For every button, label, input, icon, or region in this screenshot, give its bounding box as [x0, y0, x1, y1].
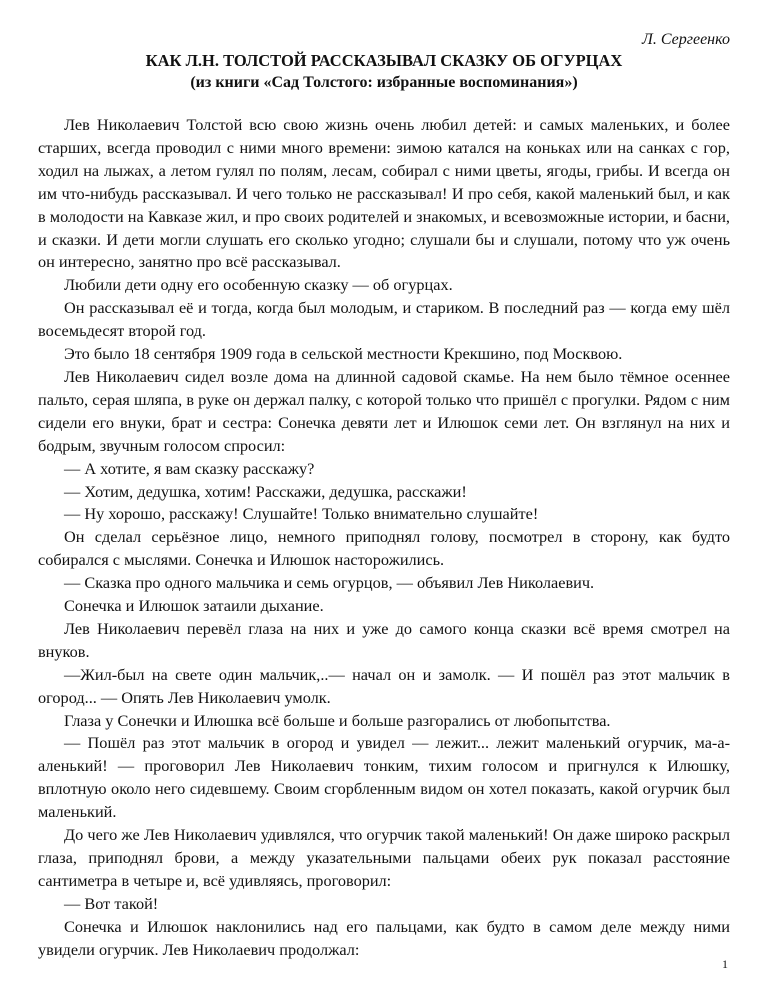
paragraph: — Ну хорошо, расскажу! Слушайте! Только внимательно слушайте!	[64, 504, 539, 524]
document-title: КАК Л.Н. ТОЛСТОЙ РАССКАЗЫВАЛ СКАЗКУ ОБ ОГУРЦАХ	[145, 51, 623, 70]
paragraph: —Жил-был на свете один мальчик,..— начал он и замолк. — И пошёл раз этот мальчик в огород... — Опять Лев Николаевич умолк.	[38, 664, 730, 707]
paragraph: — Пошёл раз этот мальчик в огород и увидел — лежит... лежит маленький огурчик, ма-а-аленький! — проговорил Лев Николаевич тонким, тихим голосом и пригнулся к Илюшку, вплотную около него сидевшему. Своим сгорбленным видом он хотел показать, какой огурчик был маленький.	[38, 733, 730, 822]
paragraph: Сонечка и Илюшок наклонились над его пальцами, как будто в самом деле между ними увидели огурчик. Лев Николаевич продолжал:	[38, 916, 730, 959]
paragraph: — Вот такой!	[64, 893, 159, 913]
paragraph: — А хотите, я вам сказку расскажу?	[64, 458, 315, 478]
paragraph: Он сделал серьёзное лицо, немного приподнял голову, посмотрел в сторону, как будто собирался с мыслями. Сонечка и Илюшок насторожились.	[38, 527, 730, 570]
paragraph: Лев Николаевич перевёл глаза на них и уже до самого конца сказки всё время смотрел на внуков.	[38, 618, 730, 661]
paragraph: — Сказка про одного мальчика и семь огурцов, — объявил Лев Николаевич.	[64, 573, 595, 593]
paragraph: — Хотим, дедушка, хотим! Расскажи, дедушка, расскажи!	[64, 481, 467, 501]
paragraph: Он рассказывал её и тогда, когда был молодым, и стариком. В последний раз — когда ему шёл восемьдесят второй год.	[38, 298, 730, 341]
author-name: Л. Сергеенко	[642, 31, 730, 48]
paragraph: Это было 18 сентября 1909 года в сельской местности Крекшино, под Москвою.	[64, 344, 623, 364]
paragraph: Лев Николаевич сидел возле дома на длинной садовой скамье. На нем было тёмное осеннее пальто, серая шляпа, в руке он держал палку, с которой только что пришёл с прогулки. Рядом с ним сидели его внуки, брат и сестра: Сонечка девяти лет и Илюшок семи лет. Он взглянул на них и бодрым, звучным голосом спросил:	[38, 366, 730, 455]
paragraph: Лев Николаевич Толстой всю свою жизнь очень любил детей: и самых маленьких, и более старших, всегда проводил с ними много времени: зимою катался на коньках или на санках с гор, ходил на лыжах, а летом гулял по полям, лесам, собирал с ними цветы, ягоды, грибы. И всегда он им что-нибудь рассказывал. И чего только не рассказывал! И про себя, какой маленький был, и как в молодости на Кавказе жил, и про своих родителей и знакомых, и всевозможные истории, и басни, и сказки. И дети могли слушать его сколько угодно; слушали бы и слушали, потому что уж очень он интересно, занятно про всё рассказывал.	[38, 115, 730, 272]
paragraph: Любили дети одну его особенную сказку — об огурцах.	[64, 275, 453, 295]
document-body	[38, 114, 730, 962]
paragraph: Глаза у Сонечки и Илюшка всё больше и больше разгорались от любопытства.	[64, 710, 611, 730]
paragraph: До чего же Лев Николаевич удивлялся, что огурчик такой маленький! Он даже широко раскрыл глаза, приподнял брови, а между указательными пальцами обеих рук показал расстояние сантиметра в четыре и, всё удивляясь, проговорил:	[38, 825, 730, 890]
page-number: 1	[722, 957, 728, 971]
paragraph: Сонечка и Илюшок затаили дыхание.	[64, 596, 324, 616]
document-subtitle: (из книги «Сад Толстого: избранные воспоминания»)	[190, 74, 578, 91]
